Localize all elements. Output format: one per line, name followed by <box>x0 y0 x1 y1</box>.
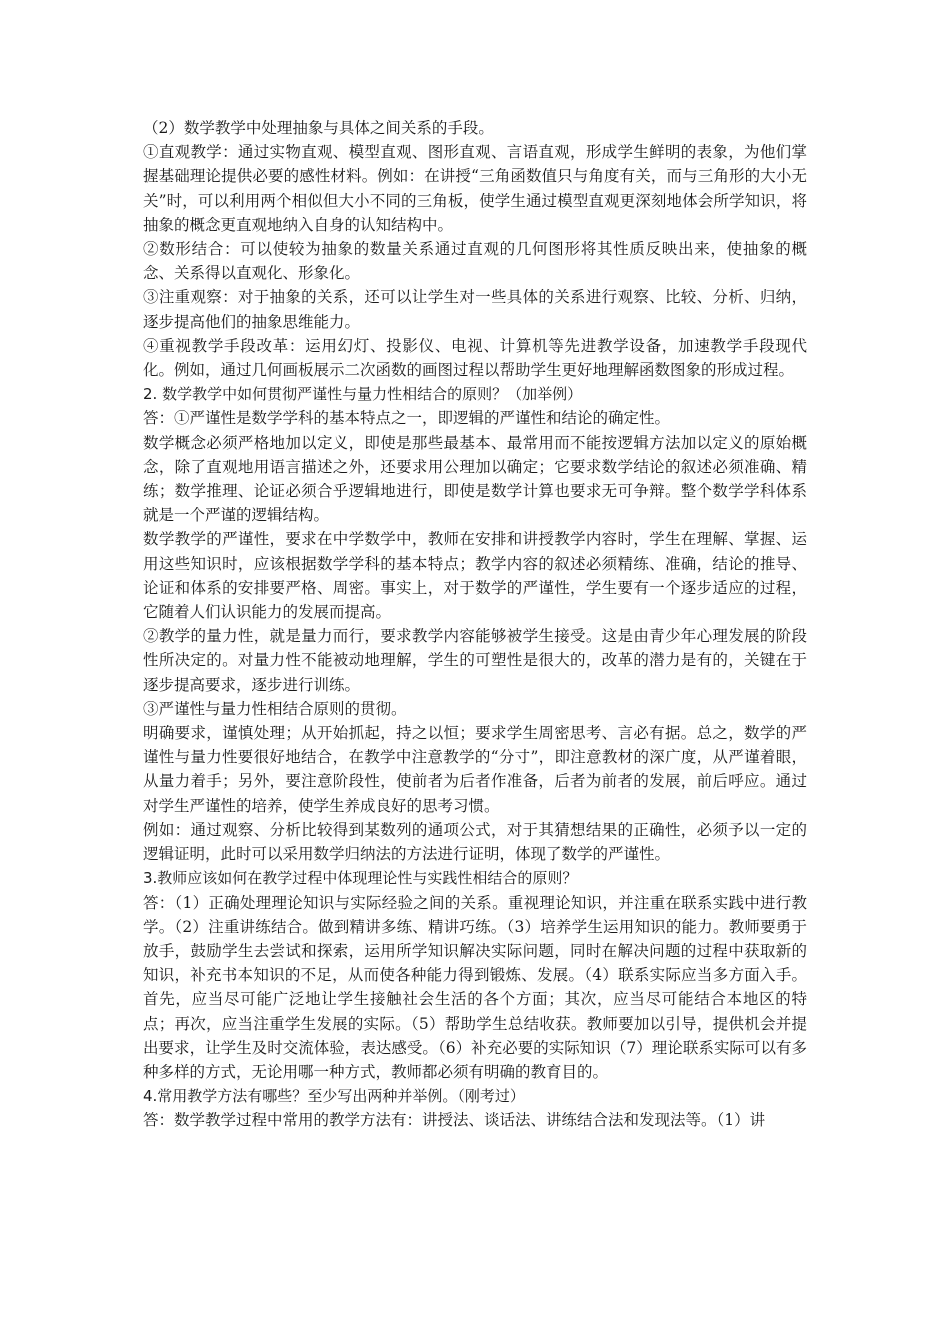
paragraph-number-shape: ②数形结合：可以使较为抽象的数量关系通过直观的几何图形将其性质反映出来，使抽象的概念、关系得以直观化、形象化。 <box>143 240 807 283</box>
answer-2-rigor: 答：①严谨性是数学学科的基本特点之一，即逻辑的严谨性和结论的确定性。 <box>143 409 671 428</box>
paragraph-feasibility: ②教学的量力性，就是量力而行，要求教学内容能够被学生接受。这是由青少年心理发展的阶段性所决定的。对量力性不能被动地理解，学生的可塑性是很大的，改革的潜力是有的，关键在于逐步提高要求，逐步进行训练。 <box>143 627 807 694</box>
document-page <box>143 116 807 1133</box>
paragraph-teaching-means: ④重视教学手段改革：运用幻灯、投影仪、电视、计算机等先进教学设备，加速教学手段现代化。例如，通过几何画板展示二次函数的画图过程以帮助学生更好地理解函数图象的形成过程。 <box>143 336 807 380</box>
paragraph-observation: ③注重观察：对于抽象的关系，还可以让学生对一些具体的关系进行观察、比较、分析、归纳，逐步提高他们的抽象思维能力。 <box>143 288 807 331</box>
paragraph-rigor-teaching: 数学教学的严谨性，要求在中学数学中，教师在安排和讲授教学内容时，学生在理解、掌握、运用这些知识时，应该根据数学学科的基本特点；教学内容的叙述必须精练、准确，结论的推导、论证和体系的安排要严格、周密。事实上，对于数学的严谨性，学生要有一个逐步适应的过程，它随着人们认识能力的发展而提高。 <box>143 530 807 622</box>
answer-4: 答：数学教学过程中常用的教学方法有：讲授法、谈话法、讲练结合法和发现法等。（1）讲 <box>143 1111 766 1130</box>
paragraph-combination: 明确要求，谨慎处理；从开始抓起，持之以恒；要求学生周密思考、言必有据。总之，数学的严谨性与量力性要很好地结合，在教学中注意教学的“分寸”，即注意教材的深广度，从严谨着眼，从量力着手；另外，要注意阶段性，使前者为后者作准备，后者为前者的发展，前后呼应。通过对学生严谨性的培养，使学生养成良好的思考习惯。 <box>143 724 807 815</box>
question-4: 4.常用教学方法有哪些？至少写出两种并举例。（刚考过） <box>143 1087 525 1106</box>
paragraph-combination-heading: ③严谨性与量力性相结合原则的贯彻。 <box>143 699 407 718</box>
paragraph-intuitive-teaching: ①直观教学：通过实物直观、模型直观、图形直观、言语直观，形成学生鲜明的表象，为他们掌握基础理论提供必要的感性材料。例如：在讲授“三角函数值只与角度有关，而与三角形的大小无关”时，可以利用两个相似但大小不同的三角板，使学生通过模型直观更深刻地体会所学知识，将抽象的概念更直观地纳入自身的认知结构中。 <box>143 143 807 234</box>
paragraph-concepts: 数学概念必须严格地加以定义，即使是那些最基本、最常用而不能按逻辑方法加以定义的原始概念，除了直观地用语言描述之外，还要求用公理加以确定；它要求数学结论的叙述必须准确、精练；数学推理、论证必须合乎逻辑地进行，即使是数学计算也要求无可争辩。整个数学学科体系就是一个严谨的逻辑结构。 <box>143 433 807 525</box>
question-2: 2. 数学教学中如何贯彻严谨性与量力性相结合的原则？（加举例） <box>143 385 583 404</box>
question-3: 3.教师应该如何在教学过程中体现理论性与实践性相结合的原则？ <box>143 869 578 888</box>
paragraph-example: 例如：通过观察、分析比较得到某数列的通项公式，对于其猜想结果的正确性，必须予以一定的逻辑证明，此时可以采用数学归纳法的方法进行证明，体现了数学的严谨性。 <box>143 820 807 864</box>
answer-3: 答：（1）正确处理理论知识与实际经验之间的关系。重视理论知识，并注重在联系实践中进行教学。（2）注重讲练结合。做到精讲多练、精讲巧练。（3）培养学生运用知识的能力。教师要勇于放手，鼓励学生去尝试和探索，运用所学知识解决实际问题，同时在解决问题的过程中获取新的知识，补充书本知识的不足，从而使各种能力得到锻炼、发展。（4）联系实际应当多方面入手。首先，应当尽可能广泛地让学生接触社会生活的各个方面；其次，应当尽可能结合本地区的特点；再次，应当注重学生发展的实际。（5）帮助学生总结收获。教师要加以引导，提供机会并提出要求，让学生及时交流体验，表达感受。（6）补充必要的实际知识（7）理论联系实际可以有多种多样的方式，无论用哪一种方式，教师都必须有明确的教育目的。 <box>143 893 807 1081</box>
section-heading: （2）数学教学中处理抽象与具体之间关系的手段。 <box>143 119 494 137</box>
